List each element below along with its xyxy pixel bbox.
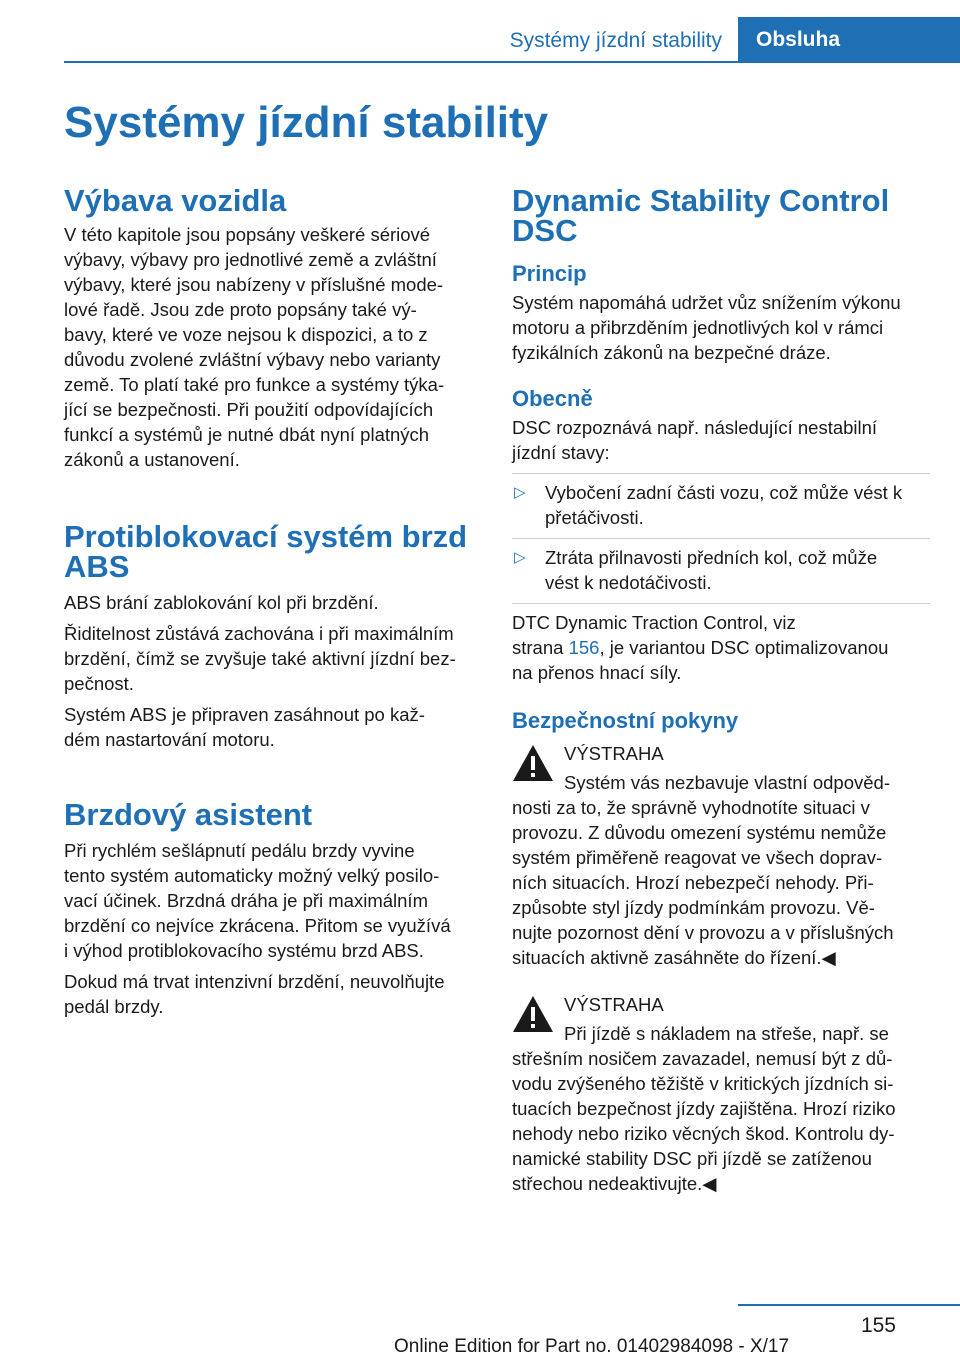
header-chapter-tab: Obsluha (738, 17, 960, 63)
footer-rule (738, 1304, 960, 1306)
divider (512, 538, 930, 539)
paragraph-princip: Systém napomáhá udržet vůz snížením výkonu motoru a přibrzděním jednotlivých kol v rámci fyzikálních zákonů na bezpečné dráze. (512, 292, 901, 363)
page-number: 155 (860, 1314, 896, 1337)
warning-text: nosti za to, že správně vyhodnotíte situaci v provozu. Z důvodu omezení systému nemůže systém přiměřeně reagovat ve všech doprav‐ ních situacích. Hrozí nebezpečí nehody. Při‐ způsobte styl jízdy podmínkám provozu. Vě‐ nujte pozornost dění v provozu a v příslušných situacích aktivně zasáhněte do řízení.◀ (512, 797, 894, 968)
right-column (512, 183, 930, 1196)
warning-label: VÝSTRAHA (564, 994, 664, 1015)
heading-abs: Protiblokovací systém brzd ABS (64, 519, 468, 584)
paragraph-abs-1: ABS brání zablokování kol při brzdění. (64, 592, 379, 613)
page-reference-link[interactable]: 156 (568, 637, 600, 658)
heading-bezpecnostni-pokyny: Bezpečnostní pokyny (512, 708, 739, 733)
heading-brzdovy-asistent: Brzdový asistent (64, 797, 313, 832)
list-item: ▷ Ztráta přilnavosti předních kol, což může vést k nedotáčivosti. (514, 547, 878, 593)
bullet-arrow-icon: ▷ (514, 549, 526, 566)
warning-triangle-icon (512, 743, 554, 783)
edition-note: Online Edition for Part no. 01402984098 - X/17 (394, 1336, 790, 1357)
header-section-title: Systémy jízdní stability (509, 29, 722, 52)
heading-dsc: Dynamic Stability Control DSC (512, 183, 890, 248)
divider (512, 603, 930, 604)
paragraph-dtc: DTC Dynamic Traction Control, viz strana 156, je variantou DSC optimalizovanou na přenos hnací síly. (512, 612, 889, 683)
page-title: Systémy jízdní stability (64, 98, 549, 147)
warning-label: VÝSTRAHA (564, 743, 664, 764)
warning-triangle-icon (512, 994, 554, 1034)
warning-text: střešním nosičem zavazadel, nemusí být z dů‐ vodu zvýšeného těžiště v kritických jízdních si‐ tuacích bezpečnost jízdy zajištěna. Hrozí riziko nehody nebo riziko věcných škod. Kontrolu dy‐ namické stability DSC při jízdě se zatíženou střechou nedeaktivujte.◀ (512, 1048, 896, 1194)
header-rule (64, 61, 960, 63)
paragraph-abs-2: Řiditelnost zůstává zachována i při maximálním brzdění, čímž se zvyšuje také aktivní jízdní bez‐ pečnost. (64, 623, 456, 694)
paragraph-asistent-1: Při rychlém sešlápnutí pedálu brzdy vyvine tento systém automaticky možný velký posilo‐ vací účinek. Brzdná dráha je při maximálním brzdění co nejvíce zkrácena. Přitom se využívá i výhod protiblokovacího systému brzd ABS. (64, 840, 451, 961)
heading-princip: Princip (512, 261, 587, 286)
heading-obecne: Obecně (512, 386, 593, 411)
bullet-list (512, 545, 930, 595)
paragraph-abs-3: Systém ABS je připraven zasáhnout po kaž‐ dém nastartování motoru. (64, 704, 425, 750)
paragraph-asistent-2: Dokud má trvat intenzivní brzdění, neuvolňujte pedál brzdy. (64, 971, 445, 1017)
divider (512, 473, 930, 474)
list-item: ▷ Vybočení zadní části vozu, což může vést k přetáčivosti. (514, 482, 903, 528)
warning-box: VÝSTRAHA Systém vás nezbavuje vlastní odpověd‐ nosti za to, že správně vyhodnotíte situaci v provozu. Z důvodu omezení systému nemůže systém přiměřeně reagovat ve všech doprav‐ ních situacích. Hrozí nebezpečí nehody. Při‐ způsobte styl jízdy podmínkám provozu. Vě‐ nujte pozornost dění v provozu a v příslušných situacích aktivně zasáhněte do řízení.◀ (512, 741, 930, 970)
bullet-arrow-icon: ▷ (514, 484, 526, 501)
warning-box: VÝSTRAHA Při jízdě s nákladem na střeše, např. se střešním nosičem zavazadel, nemusí být z dů‐ vodu zvýšeného těžiště v kritických jízdních si‐ tuacích bezpečnost jízdy zajištěna. Hrozí riziko nehody nebo riziko věcných škod. Kontrolu dy‐ namické stability DSC při jízdě se zatíženou střechou nedeaktivujte.◀ (512, 992, 930, 1196)
paragraph-obecne: DSC rozpoznává např. následující nestabilní jízdní stavy: (512, 417, 878, 463)
heading-vybava-vozidla: Výbava vozidla (64, 183, 287, 218)
paragraph-vybava: V této kapitole jsou popsány veškeré sériové výbavy, výbavy pro jednotlivé země a zvláštní výbavy, které jsou nabízeny v příslušné mode‐ lové řadě. Jsou zde proto popsány také vý‐ bavy, které ve voze nejsou k dispozici, a to z důvodu zvolené zvláštní výbavy nebo varianty země. To platí také pro funkce a systémy týka‐ jící se bezpečnosti. Při použití odpovídajících funkcí a systémů je nutné dbát nyní platných zákonů a ustanovení. (64, 224, 445, 470)
bullet-list (512, 480, 930, 530)
left-column (64, 183, 484, 1019)
